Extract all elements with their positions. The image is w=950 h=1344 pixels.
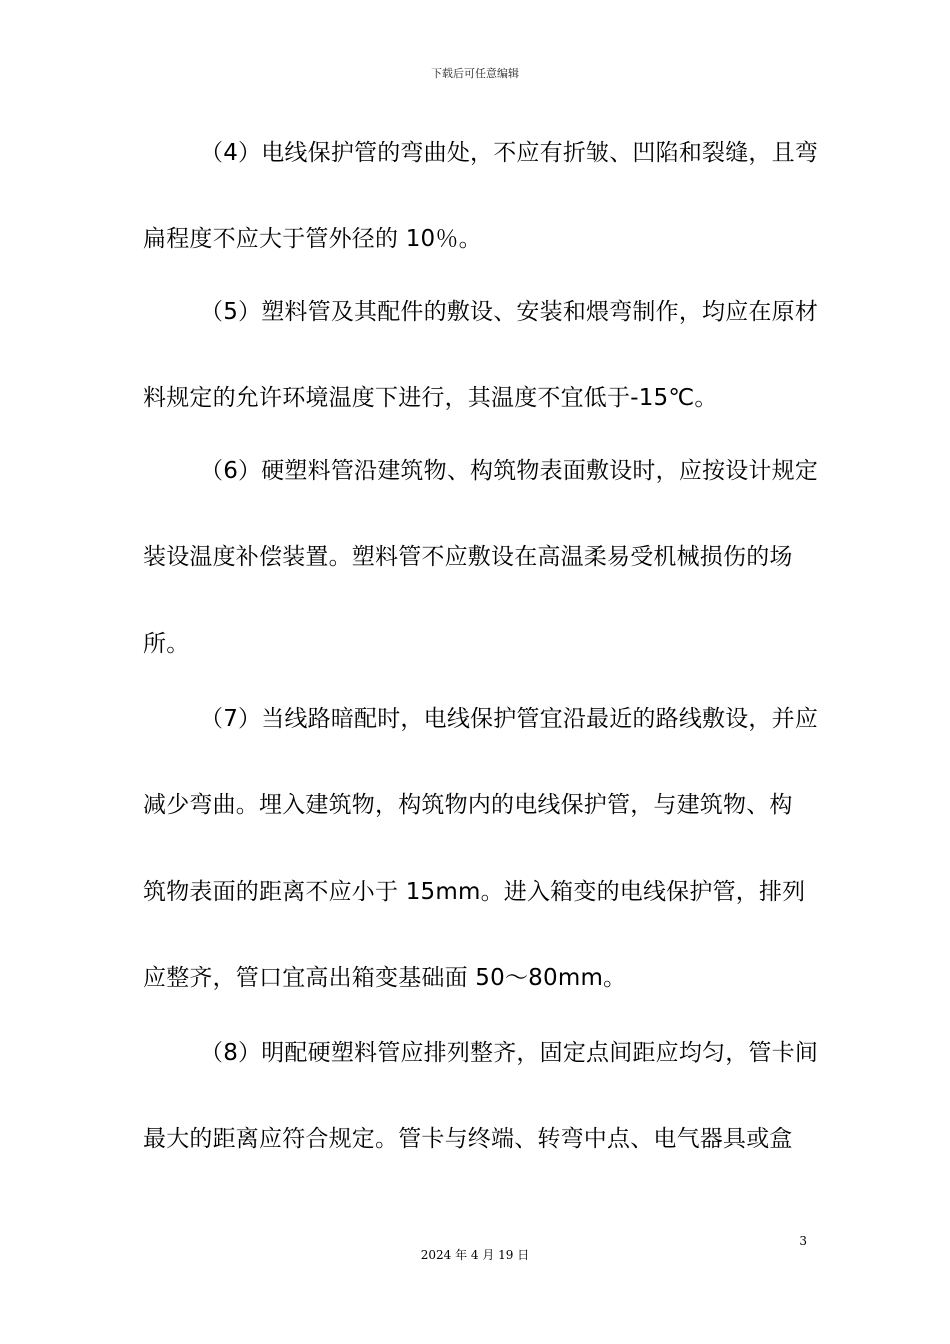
paragraph-5-line-2: 料规定的允许环境温度下进行，其温度不宜低于-15℃。 (143, 385, 718, 411)
paragraph-7-line-4: 应整齐，管口宜高出箱变基础面 50～80mm。 (143, 965, 627, 991)
paragraph-6-line-3: 所。 (143, 631, 190, 657)
footer-date: 2024 年 4 月 19 日 (420, 1248, 530, 1262)
paragraph-5-line-1: （5）塑料管及其配件的敷设、安装和煨弯制作，均应在原材 (200, 299, 819, 325)
paragraph-8-line-1: （8）明配硬塑料管应排列整齐，固定点间距应均匀，管卡间 (200, 1040, 819, 1066)
paragraph-4-line-2: 扁程度不应大于管外径的 10％。 (143, 226, 482, 252)
page-header-note: 下载后可任意编辑 (431, 67, 519, 80)
paragraph-6-line-1: （6）硬塑料管沿建筑物、构筑物表面敷设时，应按设计规定 (200, 458, 819, 484)
paragraph-7-line-1: （7）当线路暗配时，电线保护管宜沿最近的路线敷设，并应 (200, 706, 819, 732)
paragraph-7-line-2: 减少弯曲。埋入建筑物，构筑物内的电线保护管，与建筑物、构 (143, 792, 793, 818)
paragraph-8-line-2: 最大的距离应符合规定。管卡与终端、转弯中点、电气器具或盒 (143, 1126, 793, 1152)
paragraph-6-line-2: 装设温度补偿装置。塑料管不应敷设在高温柔易受机械损伤的场 (143, 544, 793, 570)
paragraph-7-line-3: 筑物表面的距离不应小于 15mm。进入箱变的电线保护管，排列 (143, 879, 806, 905)
paragraph-4-line-1: （4）电线保护管的弯曲处，不应有折皱、凹陷和裂缝，且弯 (200, 140, 819, 166)
page-number: 3 (799, 1234, 807, 1248)
